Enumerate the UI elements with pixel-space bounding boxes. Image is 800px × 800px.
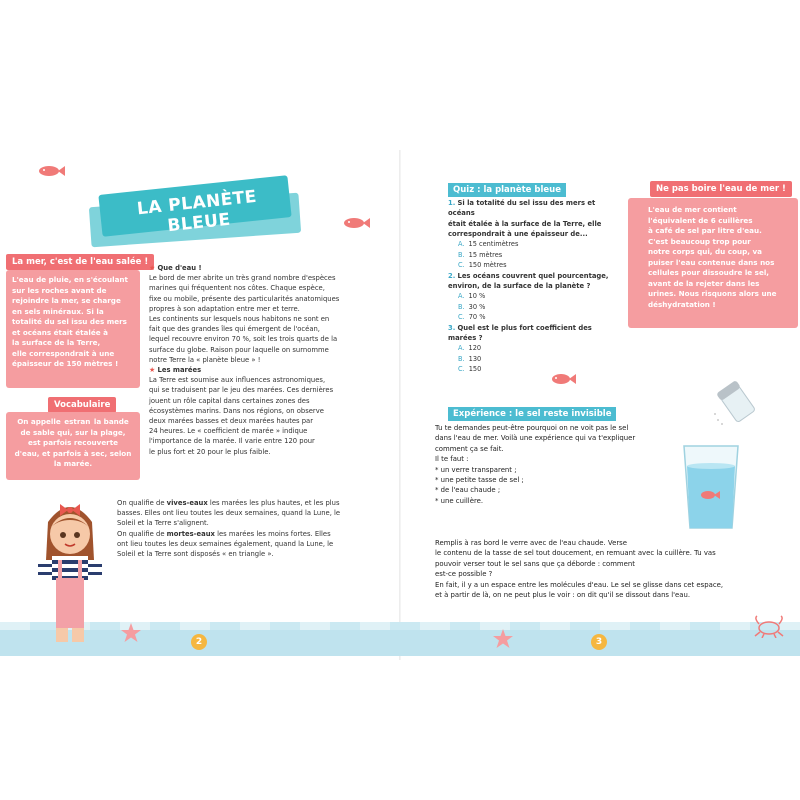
question-text: Les océans couvrent quel pourcentage, <box>457 271 609 280</box>
vocab-box <box>6 412 140 480</box>
question-text: marées ? <box>448 334 483 343</box>
quiz-option[interactable] <box>448 291 623 302</box>
quiz-option[interactable] <box>448 354 623 365</box>
material-item: * une cuillère. <box>435 496 484 505</box>
option-text: 150 mètres <box>468 261 507 270</box>
text-span: les marées les moins fortes. Elles <box>214 529 331 538</box>
option-letter: B. <box>458 302 465 311</box>
text-line: Les continents sur lesquels nous habitons ne sont en <box>149 315 330 324</box>
vocab-text: la bande <box>91 417 129 426</box>
text-line: propres à son adaptation entre mer et terre. <box>149 304 300 313</box>
option-text: 70 % <box>468 313 486 322</box>
vocab-line <box>14 417 132 428</box>
warning-line: notre corps qui, du coup, va <box>648 247 763 256</box>
bullet-icon: ★ <box>149 264 158 272</box>
option-text: 15 centimètres <box>468 240 519 249</box>
question-text: Si la totalité du sel issu des mers et océans <box>448 199 596 218</box>
text-line: est-ce possible ? <box>435 570 493 579</box>
text-line: basses. Elles ont lieu toutes les deux semaines, quand la Lune, le <box>117 509 341 518</box>
quiz-option[interactable] <box>448 260 623 271</box>
experience-steps <box>435 538 765 600</box>
text-line: pouvoir verser tout le sel sans que ça déborde : comment <box>435 559 635 568</box>
option-letter: A. <box>458 240 465 249</box>
text-line: le plus fort et 20 pour le plus faible. <box>149 447 271 456</box>
text-span: les marées les plus hautes, et les plus <box>207 499 340 507</box>
fish-icon <box>38 164 66 178</box>
text-line: La Terre est soumise aux influences astronomiques, <box>149 376 326 385</box>
warning-line: l'équivalent de 6 cuillères <box>648 215 753 225</box>
option-text: 30 % <box>468 302 486 311</box>
warning-line: urines. Nous risquons alors une <box>648 289 777 298</box>
option-letter: B. <box>458 354 465 363</box>
section-heading <box>149 263 394 273</box>
vocab-line: est parfois recouverte <box>27 438 119 447</box>
quiz-question <box>448 323 623 333</box>
section-heading <box>149 365 394 375</box>
quiz-header: Quiz : la planète bleue <box>448 183 566 197</box>
quiz-question-line <box>448 281 623 291</box>
term-vives-eaux: vives-eaux <box>166 499 208 507</box>
vocab-line: d'eau, et parfois à sec, selon <box>14 448 132 458</box>
quiz-option[interactable] <box>448 364 623 375</box>
quiz-block <box>448 198 623 375</box>
text-line: deux marées basses et deux marées hautes par <box>149 417 314 426</box>
page-number-right: 3 <box>591 634 607 650</box>
heading-text: Que d'eau ! <box>157 264 202 272</box>
quiz-question-line <box>448 333 623 343</box>
quiz-option[interactable] <box>448 250 623 261</box>
material-item: * un verre transparent ; <box>435 465 517 474</box>
vocab-line: de sable qui, sur la plage, <box>20 427 126 437</box>
question-number: 1. <box>448 199 456 207</box>
text-line: fixe ou mobile, présente des particularités anatomiques <box>149 294 340 303</box>
option-letter: A. <box>458 292 465 301</box>
text-line: jouent un rôle capital dans certaines zones des <box>149 396 310 405</box>
fish-icon <box>343 216 371 230</box>
text-line: Soleil et la Terre s'alignent. <box>117 519 209 528</box>
text-span: On qualifie de <box>117 529 167 538</box>
option-letter: C. <box>458 365 465 374</box>
vocab-header: Vocabulaire <box>48 397 116 413</box>
section-que-deau <box>149 263 394 457</box>
bullet-icon: ★ <box>149 366 158 375</box>
question-text: Quel est le plus fort coefficient des <box>457 323 592 332</box>
warning-header: Ne pas boire l'eau de mer ! <box>650 181 792 197</box>
option-letter: C. <box>458 261 465 270</box>
experience-intro <box>435 423 665 506</box>
text-line: surface du globe. Raison pour laquelle on surnomme <box>149 345 329 354</box>
page-number-left: 2 <box>191 634 207 650</box>
sel-box-line: épaisseur de 150 mètres ! <box>12 359 119 368</box>
text-line: En fait, il y a un espace entre les molécules d'eau. Le sel se glisse dans cet espace, <box>435 580 724 589</box>
text-line: comment ça se fait. <box>435 444 504 453</box>
text-line: marines qui fréquentent nos côtes. Chaque espèce, <box>149 284 325 293</box>
experience-header: Expérience : le sel reste invisible <box>448 407 616 421</box>
text-line: Tu te demandes peut-être pourquoi on ne voit pas le sel <box>435 424 629 432</box>
crab-icon <box>752 614 786 638</box>
girl-illustration <box>30 490 110 645</box>
text-line: qui se traduisent par le jeu des marées. Ces dernières <box>149 386 334 395</box>
starfish-icon <box>120 622 142 644</box>
text-line: Remplis à ras bord le verre avec de l'eau chaude. Verse <box>435 539 627 547</box>
text-line: lequel recouvre environ 70 %, soit les trois quarts de la <box>149 335 338 344</box>
term-mortes-eaux: mortes-eaux <box>166 529 215 538</box>
text-line: fait que des grandes îles qui émergent de l'océan, <box>149 325 320 334</box>
option-letter: B. <box>458 250 465 259</box>
text-line: ont lieu toutes les deux semaines également, quand la Lune, le <box>117 539 334 548</box>
text-line <box>117 529 397 539</box>
sel-box-line: totalité du sel issu des mers <box>12 317 127 326</box>
page-gutter <box>399 150 401 660</box>
sel-box-line: rejoindre la mer, se charge <box>12 296 121 305</box>
option-text: 150 <box>468 365 482 374</box>
option-letter: C. <box>458 313 465 322</box>
quiz-option[interactable] <box>448 312 623 323</box>
quiz-question-line <box>448 229 623 239</box>
material-item: * de l'eau chaude ; <box>435 486 501 495</box>
option-text: 130 <box>468 354 482 363</box>
option-text: 15 mètres <box>468 250 503 259</box>
warning-line: C'est beaucoup trop pour <box>648 236 751 246</box>
text-line: notre Terre la « planète bleue » ! <box>149 355 261 364</box>
vocab-text: On appelle <box>17 417 64 426</box>
quiz-question <box>448 198 623 219</box>
warning-line: à café de sel par litre d'eau. <box>648 226 762 235</box>
starfish-icon <box>492 628 514 650</box>
warning-line: déshydratation ! <box>648 299 716 309</box>
question-number: 3. <box>448 323 456 332</box>
sel-box <box>6 270 140 388</box>
text-line: et à partir de là, on ne peut plus le voir : on dit qu'il se dissout dans l'eau. <box>435 591 691 600</box>
question-number: 2. <box>448 271 456 280</box>
text-line: Le bord de mer abrite un très grand nombre d'espèces <box>149 274 336 283</box>
sel-box-line: L'eau de pluie, en s'écoulant <box>12 275 128 284</box>
warning-box <box>628 198 798 328</box>
sel-box-line: et océans était étalée à <box>12 327 108 337</box>
option-letter: A. <box>458 344 465 353</box>
question-text: environ, de la surface de la planète ? <box>448 281 591 290</box>
warning-line: puiser l'eau contenue dans nos <box>648 257 775 267</box>
section-vives-mortes <box>117 498 397 559</box>
text-line: Soleil et la Terre sont disposés « en triangle ». <box>117 550 274 559</box>
text-line <box>117 498 397 508</box>
option-text: 10 % <box>468 292 486 301</box>
quiz-option[interactable] <box>448 302 623 313</box>
quiz-option[interactable] <box>448 239 623 250</box>
text-line: le contenu de la tasse de sel tout doucement, en remuant avec la cuillère. Tu vas <box>435 549 716 558</box>
text-line: l'importance de la marée. Il varie entre 120 pour <box>149 437 315 446</box>
sel-box-line: la surface de la Terre, <box>12 338 101 347</box>
material-item: * une petite tasse de sel ; <box>435 476 524 485</box>
warning-line: avant de la rejeter dans les <box>648 278 760 288</box>
text-line: écosystèmes marins. Dans nos régions, on observe <box>149 406 324 415</box>
text-line: Il te faut : <box>435 455 469 464</box>
quiz-question <box>448 271 623 281</box>
quiz-option[interactable] <box>448 343 623 354</box>
text-span: On qualifie de <box>117 499 167 507</box>
question-text: était étalée à la surface de la Terre, elle <box>448 219 602 228</box>
warning-line: cellules pour dissoudre le sel, <box>648 268 770 277</box>
sel-box-header: La mer, c'est de l'eau salée ! <box>6 254 154 270</box>
sel-box-line: elle correspondrait à une <box>12 348 115 358</box>
glass-of-water-icon <box>680 440 742 532</box>
sel-box-line: en sels minéraux. Si la <box>12 306 104 316</box>
heading-text: Les marées <box>157 366 202 375</box>
page-title: LA PLANÈTE BLEUE <box>136 186 258 237</box>
question-text: correspondrait à une épaisseur de... <box>448 229 588 238</box>
quiz-question-line <box>448 219 623 229</box>
sel-box-line: sur les roches avant de <box>12 285 107 295</box>
vocab-highlight: estran <box>64 417 91 426</box>
option-text: 120 <box>468 344 482 353</box>
vocab-line: la marée. <box>53 459 93 468</box>
salt-shaker-icon <box>712 380 760 426</box>
text-line: 24 heures. Le « coefficient de marée » indique <box>149 427 308 436</box>
warning-line: L'eau de mer contient <box>648 205 737 214</box>
text-line: dans l'eau de mer. Voilà une expérience qui va t'expliquer <box>435 434 636 443</box>
